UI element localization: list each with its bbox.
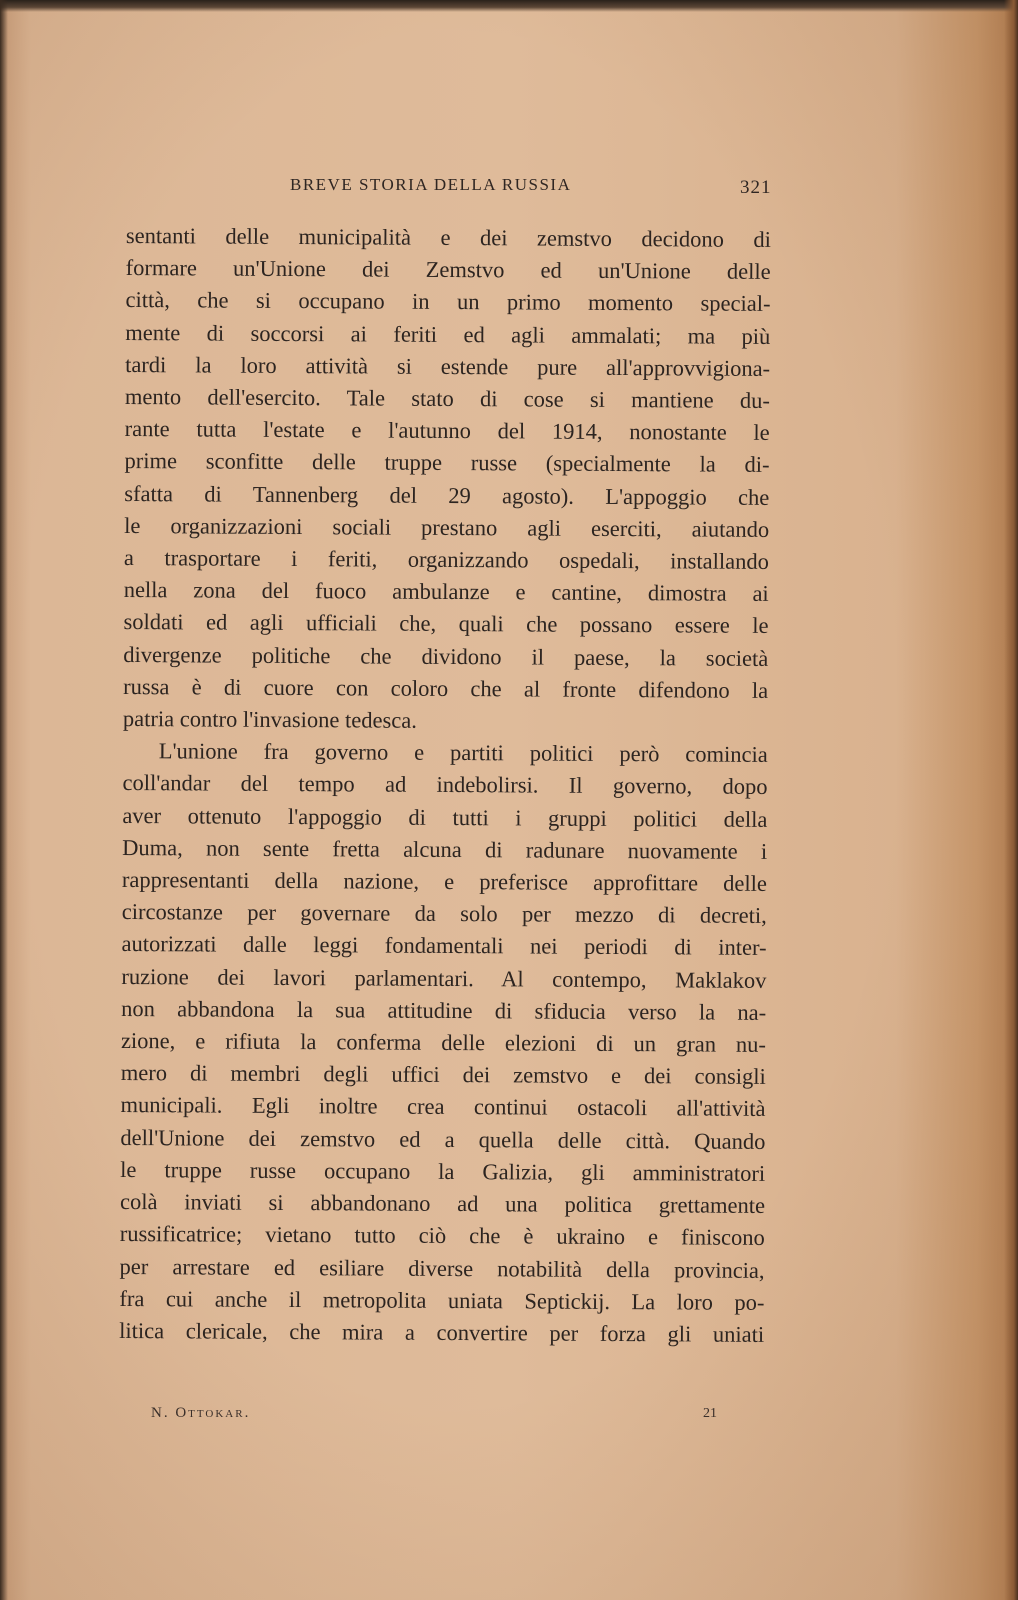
text-line: mente di soccorsi ai feriti ed agli ammalati; ma più (125, 319, 771, 349)
text-line: L'unione fra governo e partiti politici però comincia (158, 738, 768, 768)
text-line: le truppe russe occupano la Galizia, gli amministratori (120, 1156, 766, 1186)
paragraph-2 (119, 735, 768, 1351)
text-line: circostanze per governare da solo per mezzo di decreti, (121, 899, 767, 929)
signature-mark: 21 (703, 1406, 717, 1421)
text-line: non abbandona la sua attitudine di sfiducia verso la na- (121, 995, 767, 1025)
text-line: colà inviati si abbandonano ad una politica grettamente (119, 1189, 766, 1219)
text-line: divergenze politiche che dividono il paese, la società (123, 641, 769, 671)
text-line: tardi la loro attività si estende pure all'approvvigiona- (125, 351, 771, 381)
text-line: rante tutta l'estate e l'autunno del 1914, nonostante le (124, 416, 770, 446)
footer-author: N. Ottokar. (151, 1405, 251, 1421)
text-line: mento dell'esercito. Tale stato di cose si mantiene du- (124, 384, 770, 413)
text-line: a trasportare i feriti, organizzando ospedali, installando (123, 545, 770, 574)
text-line: le organizzazioni sociali prestano agli eserciti, aiutando (124, 512, 770, 542)
text-line: aver ottenuto l'appoggio di tutti i gruppi politici della (122, 802, 768, 832)
text-line: rappresentanti della nazione, e preferisce approfittare delle (121, 867, 768, 896)
text-line: russificatrice; vietano tutto ciò che è ukraino e finiscono (119, 1221, 765, 1251)
text-line: autorizzati dalle leggi fondamentali nei periodi di inter- (121, 931, 767, 961)
text-line: per arrestare ed esiliare diverse notabilità della provincia, (119, 1253, 765, 1283)
page-right-edge (1004, 0, 1018, 1600)
running-title: BREVE STORIA DELLA RUSSIA (290, 175, 572, 194)
text-line: litica clericale, che mira a convertire per forza gli uniati (119, 1317, 765, 1347)
text-line: formare un'Unione dei Zemstvo ed un'Unione delle (125, 255, 771, 285)
text-line: municipali. Egli inoltre crea continui ostacoli all'attività (120, 1092, 766, 1122)
text-line: coll'andar del tempo ad indebolirsi. Il governo, dopo (122, 770, 768, 800)
text-line: ruzione dei lavori parlamentari. Al contempo, Maklakov (121, 963, 767, 993)
text-line: sentanti delle municipalità e dei zemstvo decidono di (125, 222, 771, 252)
text-line: prime sconfitte delle truppe russe (specialmente la di- (124, 448, 770, 478)
text-line: mero di membri degli uffici dei zemstvo e dei consigli (120, 1060, 766, 1090)
page-top-shadow (0, 0, 1018, 12)
text-line: soldati ed agli ufficiali che, quali che possano essere le (123, 609, 769, 639)
text-line: nella zona del fuoco ambulanze e cantine, dimostra ai (123, 577, 769, 607)
text-line: dell'Unione dei zemstvo ed a quella delle città. Quando (120, 1124, 766, 1154)
text-line: Duma, non sente fretta alcuna di radunare nuovamente i (122, 834, 768, 864)
text-line: zione, e rifiuta la conferma delle elezioni di un gran nu- (120, 1028, 767, 1058)
text-line: sfatta di Tannenberg del 29 agosto). L'appoggio che (124, 480, 770, 510)
body-text (119, 220, 771, 1351)
paragraph-1 (123, 220, 771, 739)
text-line: fra cui anche il metropolita uniata Septickij. La loro po- (119, 1285, 765, 1315)
text-line: patria contro l'invasione tedesca. (122, 706, 417, 733)
text-line: città, che si occupano in un primo momento special- (125, 287, 771, 317)
page-number: 321 (740, 177, 772, 198)
page-left-shadow (0, 0, 8, 1600)
text-line: russa è di cuore con coloro che al fronte difendono la (123, 673, 769, 703)
